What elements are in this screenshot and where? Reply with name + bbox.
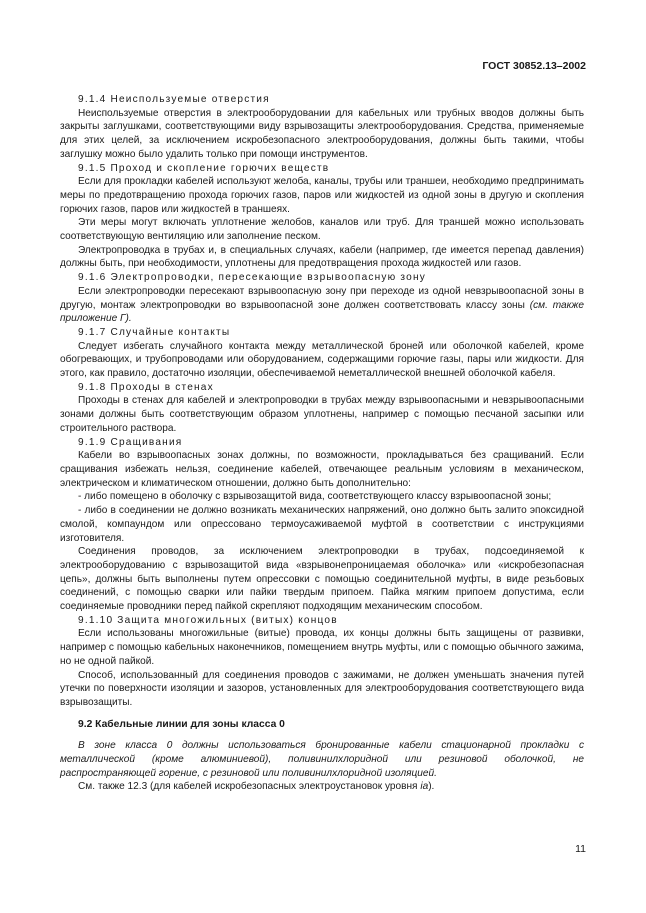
heading-9-1-9: 9.1.9 Сращивания: [78, 436, 183, 448]
heading-9-1-8: 9.1.8 Проходы в стенах: [78, 381, 214, 393]
paragraph: Проходы в стенах для кабелей и электропроводки в трубах между взрывоопасными и невзрывоопасными зонами должны быть соответствующим образом уплотнены, например с помощью песчаной засыпки или строительного раствора.: [60, 395, 584, 434]
list-item: - либо помещено в оболочку с взрывозащитой вида, соответствующего классу взрывоопасной зоны;: [78, 491, 552, 503]
paragraph: Если использованы многожильные (витые) провода, их концы должны быть защищены от развивки, например с помощью кабельных наконечников, помещением внутрь муфты, или с помощью обычного зажима, но не одной пайкой.: [60, 628, 584, 667]
paragraph: Способ, использованный для соединения проводов с зажимами, не должен уменьшать значения путей утечки по поверхности изоляции и зазоров, установленных для электрооборудования соответствующего вида взрывозащиты.: [60, 669, 584, 708]
paragraph: [60, 780, 584, 794]
paragraph: Эти меры могут включать уплотнение желобов, каналов или труб. Для траншей можно использовать соответствующую вентиляцию или заполнение песком.: [60, 217, 584, 243]
paragraph: [60, 285, 584, 326]
heading-9-1-7: 9.1.7 Случайные контакты: [78, 326, 231, 338]
paragraph: Если для прокладки кабелей используют желоба, каналы, трубы или траншеи, необходимо предпринимать меры по предотвращению прохода горючих газов, паров или жидкостей из одной зоны в другую и скопления горючих газов, паров или жидкостей в траншеях.: [60, 176, 584, 215]
page-content: [60, 93, 584, 794]
heading-9-2: 9.2 Кабельные линии для зоны класса 0: [78, 718, 285, 730]
paragraph-text: См. также 12.3 (для кабелей искробезопасных электроустановок уровня: [78, 781, 421, 793]
paragraph-text-end: ).: [428, 781, 435, 793]
paragraph-text: Если электропроводки пересекают взрывоопасную зону при переходе из одной невзрывоопасной зоны в другую, монтаж электропроводки во взрывоопасной зоне должен соответствовать классу зоны: [60, 285, 584, 311]
page-number: 11: [575, 843, 586, 855]
heading-9-1-4: 9.1.4 Неиспользуемые отверстия: [78, 94, 270, 105]
paragraph: В зоне класса 0 должны использоваться бронированные кабели стационарной прокладки с металлической (кроме алюминиевой), поливинилхлоридной или резиновой оболочкой, не распространяющей горение, с резиновой или поливинилхлоридной изоляцией.: [60, 740, 584, 779]
level-code: ia: [420, 781, 429, 793]
appendix-reference: (см. также приложение Г).: [60, 299, 584, 325]
heading-9-1-5: 9.1.5 Проход и скопление горючих веществ: [78, 162, 330, 174]
list-item: - либо в соединении не должно возникать механических напряжений, оно должно быть залито эпоксидной смолой, компаундом или опрессовано термоусаживаемой муфтой в соответствии с инструкциями изготовителя.: [60, 505, 584, 544]
heading-9-1-10: 9.1.10 Защита многожильных (витых) концов: [78, 614, 338, 626]
standard-header: ГОСТ 30852.13–2002: [482, 60, 586, 72]
paragraph: Следует избегать случайного контакта между металлической броней или оболочкой кабелей, кроме обогревающих, и трубопроводами или оборудованием, содержащими горючие газы, пары или жидкости. Для этого, как правило, достаточно изоляции, обеспечиваемой неметаллической внешней оболочкой кабеля.: [60, 340, 584, 380]
heading-9-1-6: 9.1.6 Электропроводки, пересекающие взрывоопасную зону: [78, 272, 426, 284]
paragraph: Неиспользуемые отверстия в электрооборудовании для кабельных или трубных вводов должны быть закрыты заглушками, соответствующими виду взрывозащиты электрооборудования. Средства, применяемые для этих целей, за исключением искробезопасного электрооборудования, должны быть такими, чтобы заглушку можно было удалить только при помощи инструментов.: [60, 107, 584, 160]
paragraph: Соединения проводов, за исключением электропроводки в трубах, подсоединяемой к электрооборудованию с взрывозащитой вида «взрывонепроницаемая оболочка» или «искробезопасная цепь», должны быть выполнены путем опрессовки с помощью соединительной муфты, в виде резьбовых соединений, с помощью сварки или пайки твердым припоем. Пайка мягким припоем допустима, если соединяемые проводники перед пайкой скрепляют подходящим механическим способом.: [60, 546, 584, 613]
paragraph: Электропроводка в трубах и, в специальных случаях, кабели (например, где имеется перепад давления) должны быть, при необходимости, уплотнены для предотвращения прохода жидкостей или газов.: [60, 244, 584, 270]
paragraph: Кабели во взрывоопасных зонах должны, по возможности, прокладываться без сращиваний. Если сращивания избежать нельзя, соединение кабелей, отвечающее реальным условиям в механическом, электрическом и климатическом отношении, должно быть дополнительно:: [60, 450, 584, 489]
